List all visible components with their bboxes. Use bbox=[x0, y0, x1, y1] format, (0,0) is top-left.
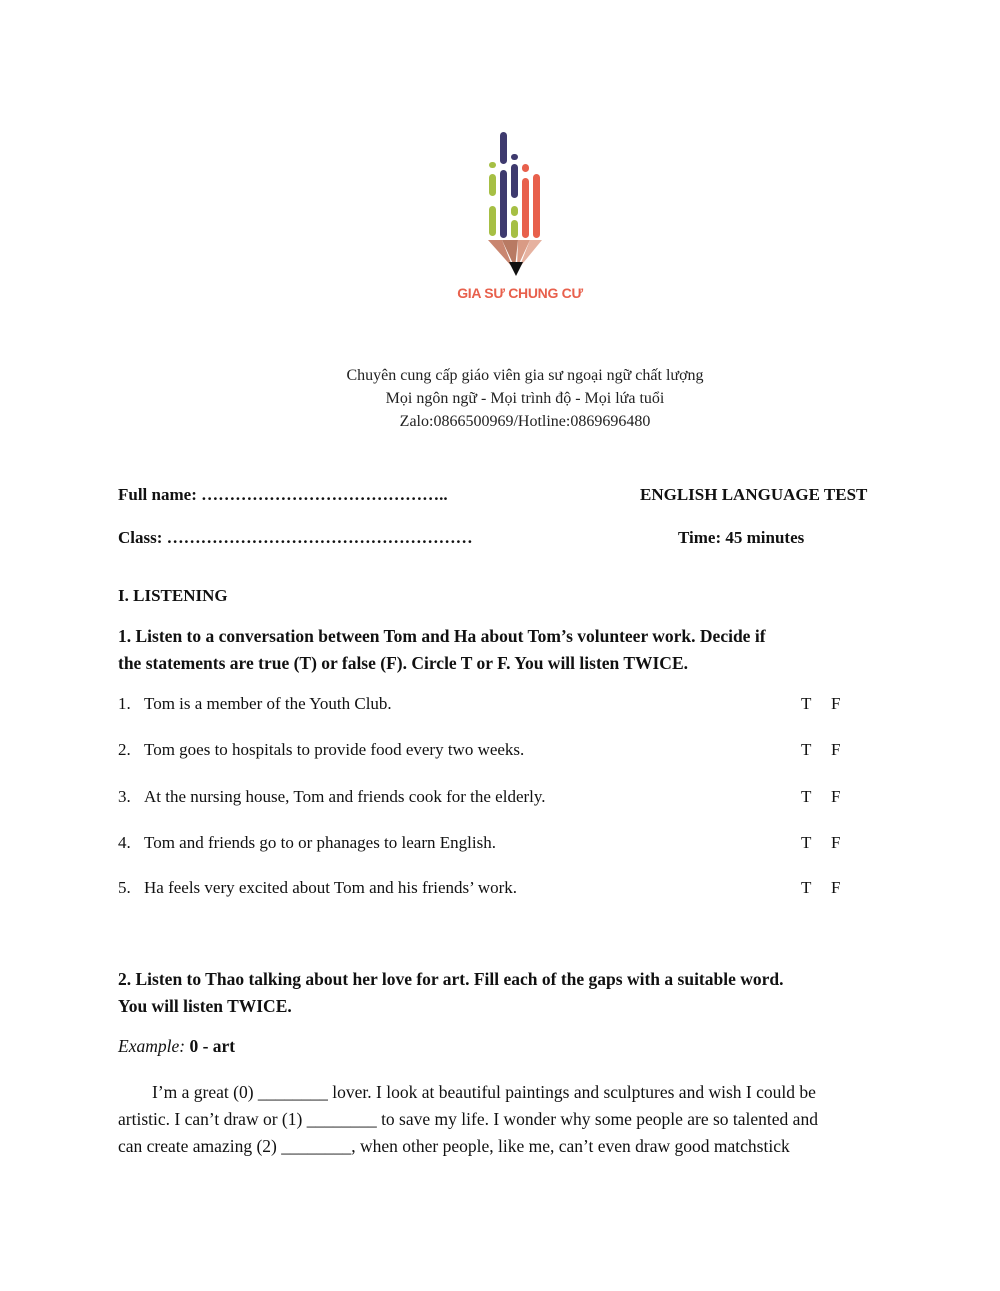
full-name-field: Full name: …………………………………….. bbox=[118, 485, 448, 504]
passage bbox=[118, 1079, 928, 1160]
passage-line: I’m a great (0) ________ lover. I look at beautiful paintings and sculptures and wish I could be bbox=[152, 1082, 816, 1102]
false-option[interactable]: F bbox=[831, 878, 841, 897]
org-slogan: Mọi ngôn ngữ - Mọi trình độ - Mọi lứa tuổi bbox=[385, 390, 665, 407]
statement-row bbox=[118, 740, 878, 764]
statement-row bbox=[118, 833, 878, 857]
statement-number: 5. bbox=[118, 878, 131, 897]
statement-text: Tom and friends go to or phanages to learn English. bbox=[144, 833, 496, 852]
example-answer: 0 - art bbox=[189, 1036, 236, 1056]
false-option[interactable]: F bbox=[831, 787, 841, 806]
class-field: Class: ……………………………………………… bbox=[118, 528, 473, 547]
statement-number: 4. bbox=[118, 833, 131, 852]
statement-text: Ha feels very excited about Tom and his friends’ work. bbox=[144, 878, 518, 897]
test-time: Time: 45 minutes bbox=[678, 528, 805, 547]
false-option[interactable]: F bbox=[831, 833, 841, 852]
statement-row bbox=[118, 878, 878, 902]
logo-brand-text: GIA SƯ CHUNG CƯ bbox=[457, 285, 583, 301]
true-option[interactable]: T bbox=[801, 694, 812, 713]
passage-line: can create amazing (2) ________, when other people, like me, can’t even draw good matchstick bbox=[118, 1136, 790, 1156]
example-line bbox=[118, 1036, 235, 1057]
task1-instruction-line2: the statements are true (T) or false (F). Circle T or F. You will listen TWICE. bbox=[118, 653, 688, 673]
test-title: ENGLISH LANGUAGE TEST bbox=[640, 485, 868, 504]
task2-instruction-line2: You will listen TWICE. bbox=[118, 996, 292, 1016]
section-heading-listening: I. LISTENING bbox=[118, 586, 228, 605]
true-option[interactable]: T bbox=[801, 740, 812, 759]
statement-number: 3. bbox=[118, 787, 131, 806]
statement-number: 2. bbox=[118, 740, 131, 759]
statement-row bbox=[118, 787, 878, 811]
passage-line: artistic. I can’t draw or (1) ________ to save my life. I wonder why some people are so talented and bbox=[118, 1109, 818, 1129]
false-option[interactable]: F bbox=[831, 694, 841, 713]
true-option[interactable]: T bbox=[801, 787, 812, 806]
logo-pencil-icon bbox=[478, 128, 558, 278]
org-tagline: Chuyên cung cấp giáo viên gia sư ngoại ngữ chất lượng bbox=[346, 367, 704, 384]
statement-text: Tom goes to hospitals to provide food every two weeks. bbox=[144, 740, 525, 759]
org-contact: Zalo:0866500969/Hotline:0869696480 bbox=[399, 413, 651, 430]
statement-row bbox=[118, 694, 878, 718]
task1-instruction-line1: 1. Listen to a conversation between Tom and Ha about Tom’s volunteer work. Decide if bbox=[118, 626, 766, 646]
true-option[interactable]: T bbox=[801, 833, 812, 852]
true-option[interactable]: T bbox=[801, 878, 812, 897]
statement-text: Tom is a member of the Youth Club. bbox=[144, 694, 392, 713]
statement-text: At the nursing house, Tom and friends cook for the elderly. bbox=[144, 787, 546, 806]
task2-instruction-line1: 2. Listen to Thao talking about her love for art. Fill each of the gaps with a suitable word. bbox=[118, 969, 784, 989]
statement-number: 1. bbox=[118, 694, 131, 713]
false-option[interactable]: F bbox=[831, 740, 841, 759]
example-label: Example: bbox=[118, 1036, 186, 1056]
